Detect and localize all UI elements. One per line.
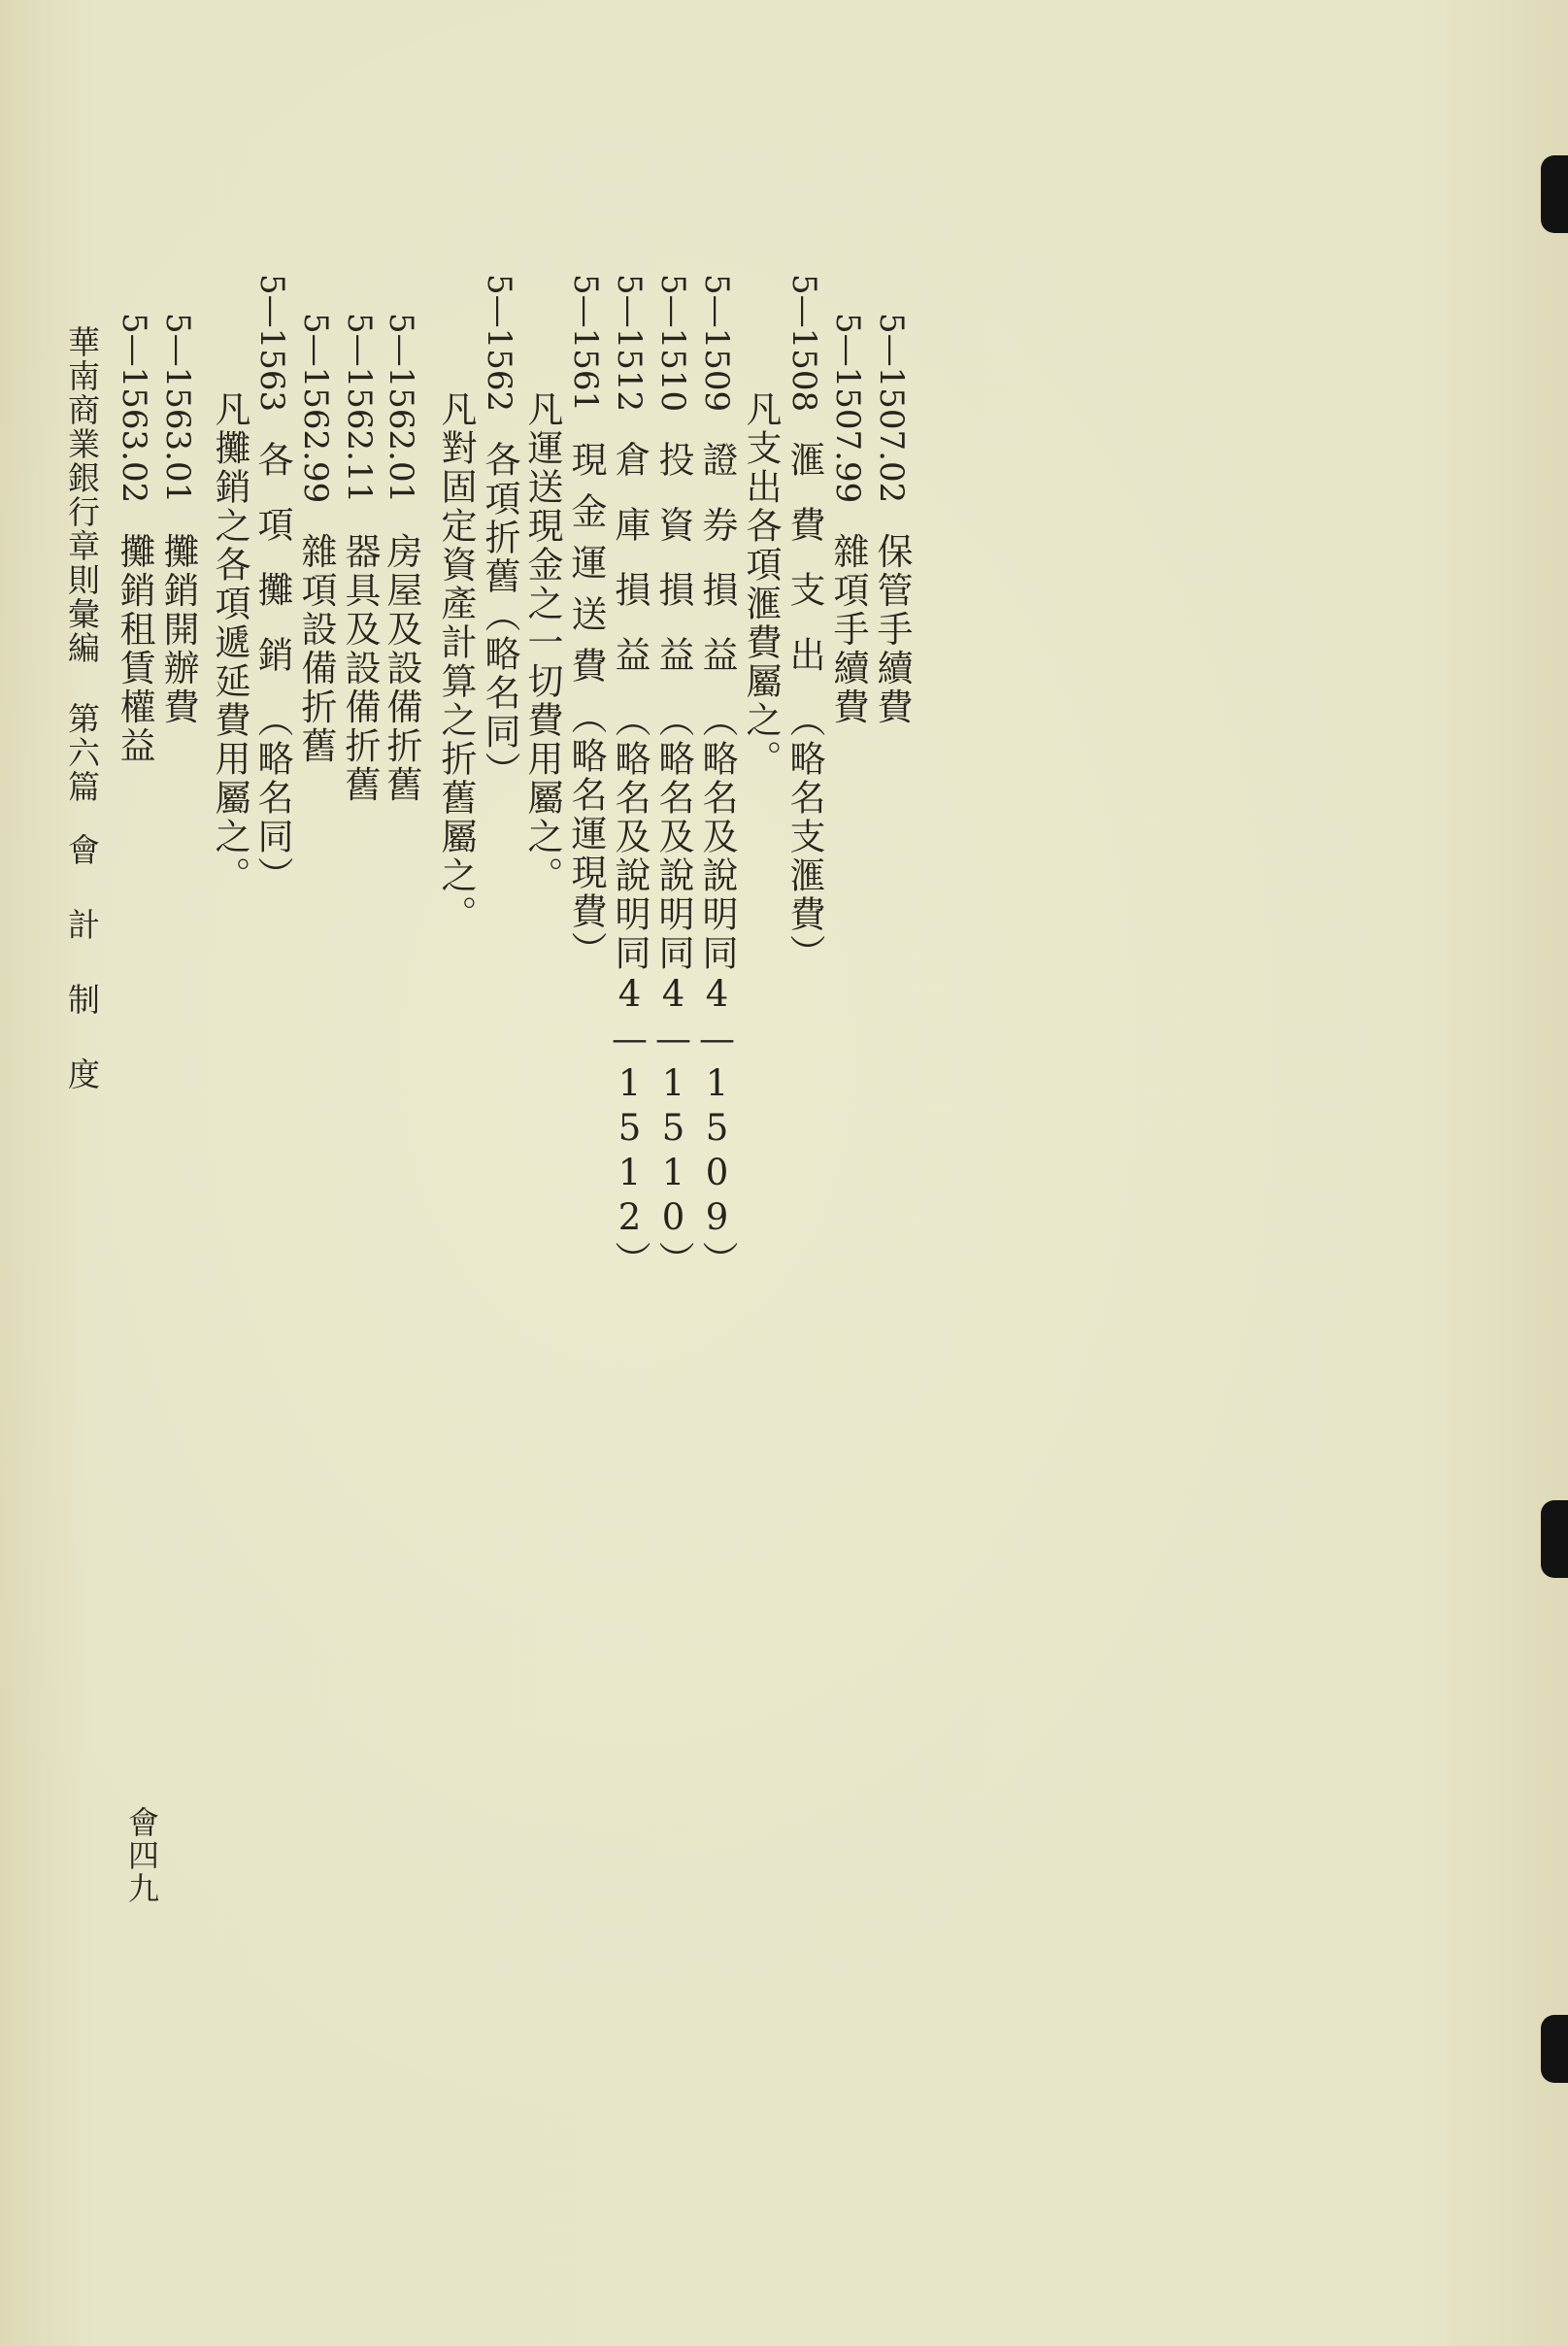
entry-note: （略名及說明同4—1512）: [609, 701, 651, 1281]
entry-code: 5—1562.11: [340, 313, 379, 504]
entry-code: 5—1510: [653, 274, 692, 413]
entry-title: 雜項手續費: [827, 532, 869, 727]
entry-title: 攤銷租賃權益: [114, 532, 155, 766]
entry-code: 5—1563.02: [115, 313, 153, 504]
entry-code: 5—1507.99: [828, 313, 867, 504]
entry-title: 滙費支出: [784, 441, 825, 702]
entry-title: 保管手續費: [871, 532, 913, 727]
entry-5-1562-01: [381, 313, 422, 805]
description-text: 凡運送現金之一切費用屬之。: [521, 390, 563, 895]
entry-5-1510: [652, 274, 694, 1281]
entry-code: 5—1512: [610, 274, 649, 413]
entry-5-1507-02: [871, 313, 913, 727]
entry-5-1561: [565, 274, 607, 971]
entry-code: 5—1509: [697, 274, 736, 413]
entry-code: 5—1562: [480, 274, 518, 413]
entry-note: （略名運現費）: [565, 698, 607, 971]
entry-5-1563-01: [157, 313, 199, 727]
description-text: 凡攤銷之各項遞延費用屬之。: [209, 390, 250, 895]
entry-5-1563-02: [114, 313, 155, 766]
entry-5-1562: [479, 274, 520, 791]
entry-note: （略名同）: [251, 701, 293, 896]
entry-code: 5—1561: [566, 274, 605, 413]
entry-code: 5—1563: [252, 274, 291, 413]
entry-code: 5—1562.01: [382, 313, 420, 504]
entry-note: （略名及說明同4—1510）: [652, 701, 694, 1281]
entry-title: 攤銷開辦費: [157, 532, 199, 727]
entry-title: 房屋及設備折舊: [381, 532, 422, 805]
entry-description: [521, 390, 563, 895]
entry-5-1508: [784, 274, 825, 974]
entry-title: 雜項設備折舊: [295, 532, 337, 766]
entry-description: [209, 390, 250, 895]
entry-title: 證券損益: [696, 441, 738, 702]
entry-5-1563: [251, 274, 293, 896]
entry-description: [435, 390, 477, 934]
entry-5-1562-11: [339, 313, 381, 805]
entry-title: 倉庫損益: [609, 441, 651, 702]
entry-description: [740, 390, 782, 779]
entry-code: 5—1562.99: [296, 313, 335, 504]
section-label: 第六篇: [63, 702, 101, 804]
entry-title: 現金運送費: [565, 441, 607, 699]
entry-title: 投資損益: [652, 441, 694, 702]
entry-note: （略名及說明同4—1509）: [696, 701, 738, 1281]
entry-title: 器具及設備折舊: [339, 532, 381, 805]
entry-note: （略名同）: [479, 596, 520, 791]
page-number: 會四九: [123, 1806, 160, 1905]
entry-5-1507-99: [827, 313, 869, 727]
description-text: 凡支出各項滙費屬之。: [740, 390, 782, 779]
entry-note: （略名支滙費）: [784, 701, 825, 974]
binding-ring: [1541, 155, 1568, 233]
entry-code: 5—1563.01: [158, 313, 197, 504]
binding-ring: [1541, 1500, 1568, 1578]
entry-5-1562-99: [295, 313, 337, 766]
entry-title: 各項攤銷: [251, 441, 293, 702]
book-title: 華南商業銀行章則彙編: [63, 325, 101, 665]
entry-5-1509: [696, 274, 738, 1281]
entry-5-1512: [609, 274, 651, 1281]
entry-code: 5—1508: [784, 274, 823, 413]
binding-ring: [1541, 2015, 1568, 2083]
running-footer: [63, 325, 101, 1132]
description-text: 凡對固定資產計算之折舊屬之。: [435, 390, 477, 934]
chapter-label: 會計制度: [63, 833, 101, 1132]
entry-title: 各項折舊: [479, 441, 520, 597]
entry-code: 5—1507.02: [872, 313, 911, 504]
